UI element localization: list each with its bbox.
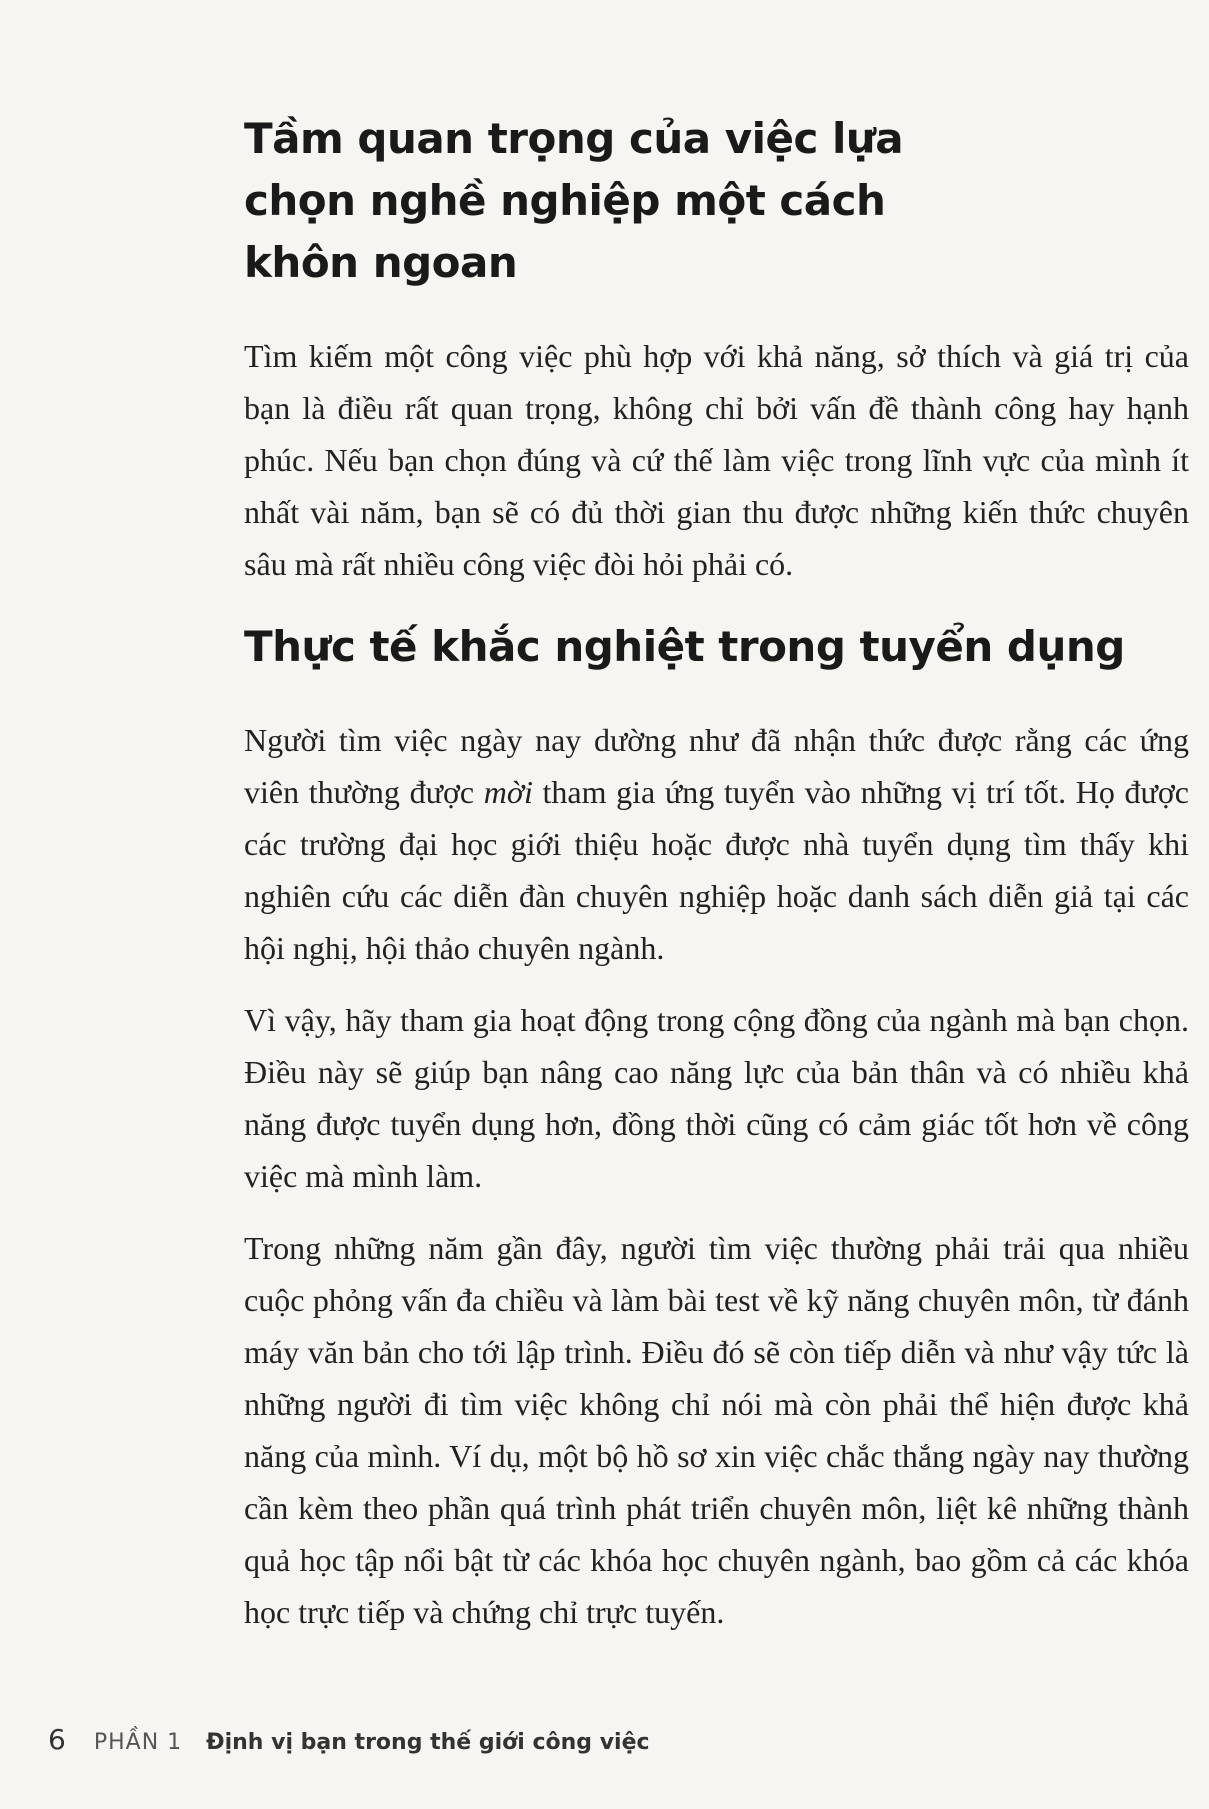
paragraph-career-choice: Tìm kiếm một công việc phù hợp với khả năng, sở thích và giá trị của bạn là điều rất quan trọng, không chỉ bởi vấn đề thành công hay hạnh phúc. Nếu bạn chọn đúng và cứ thế làm việc trong lĩnh vực của mình ít nhất vài năm, bạn sẽ có đủ thời gian thu được những kiến thức chuyên sâu mà rất nhiều công việc đòi hỏi phải có.	[244, 338, 1189, 582]
paragraph-join-community: Vì vậy, hãy tham gia hoạt động trong cộng đồng của ngành mà bạn chọn. Điều này sẽ giúp bạn nâng cao năng lực của bản thân và có nhiều khả năng được tuyển dụng hơn, đồng thời cũng có cảm giác tốt hơn về công việc mà mình làm.	[244, 1002, 1189, 1194]
paragraph-invited-candidates-end: tham gia ứng tuyển vào những vị trí tốt. Họ được các trường đại học giới thiệu hoặc được nhà tuyển dụng tìm thấy khi nghiên cứu các diễn đàn chuyên nghiệp hoặc danh sách diễn giả tại các hội nghị, hội thảo chuyên ngành.	[244, 774, 1190, 966]
emphasis-invited: mời	[483, 774, 533, 810]
section-heading-career-choice: Tầm quan trọng của việc lựa chọn nghề nghiệp một cách khôn ngoan	[244, 114, 904, 287]
paragraph-interview-tests: Trong những năm gần đây, người tìm việc thường phải trải qua nhiều cuộc phỏng vấn đa chiều và làm bài test về kỹ năng chuyên môn, từ đánh máy văn bản cho tới lập trình. Điều đó sẽ còn tiếp diễn và như vậy tức là những người đi tìm việc không chỉ nói mà còn phải thể hiện được khả năng của mình. Ví dụ, một bộ hồ sơ xin việc chắc thắng ngày nay thường cần kèm theo phần quá trình phát triển chuyên môn, liệt kê những thành quả học tập nổi bật từ các khóa học chuyên ngành, bao gồm cả các khóa học trực tiếp và chứng chỉ trực tuyến.	[244, 1230, 1189, 1630]
section-heading-recruitment-reality: Thực tế khắc nghiệt trong tuyển dụng	[244, 622, 1125, 671]
page-number: 6	[48, 1723, 66, 1756]
chapter-title: Định vị bạn trong thế giới công việc	[206, 1730, 650, 1755]
part-label: PHẦN 1	[93, 1730, 183, 1755]
paragraph-invited-candidates	[244, 714, 1189, 974]
page-footer	[48, 1723, 650, 1763]
page-content	[244, 108, 1189, 1658]
paragraph-invited-candidates-start: Người tìm việc ngày nay dường như đã nhận thức được rằng các ứng viên thường được	[244, 722, 1189, 810]
